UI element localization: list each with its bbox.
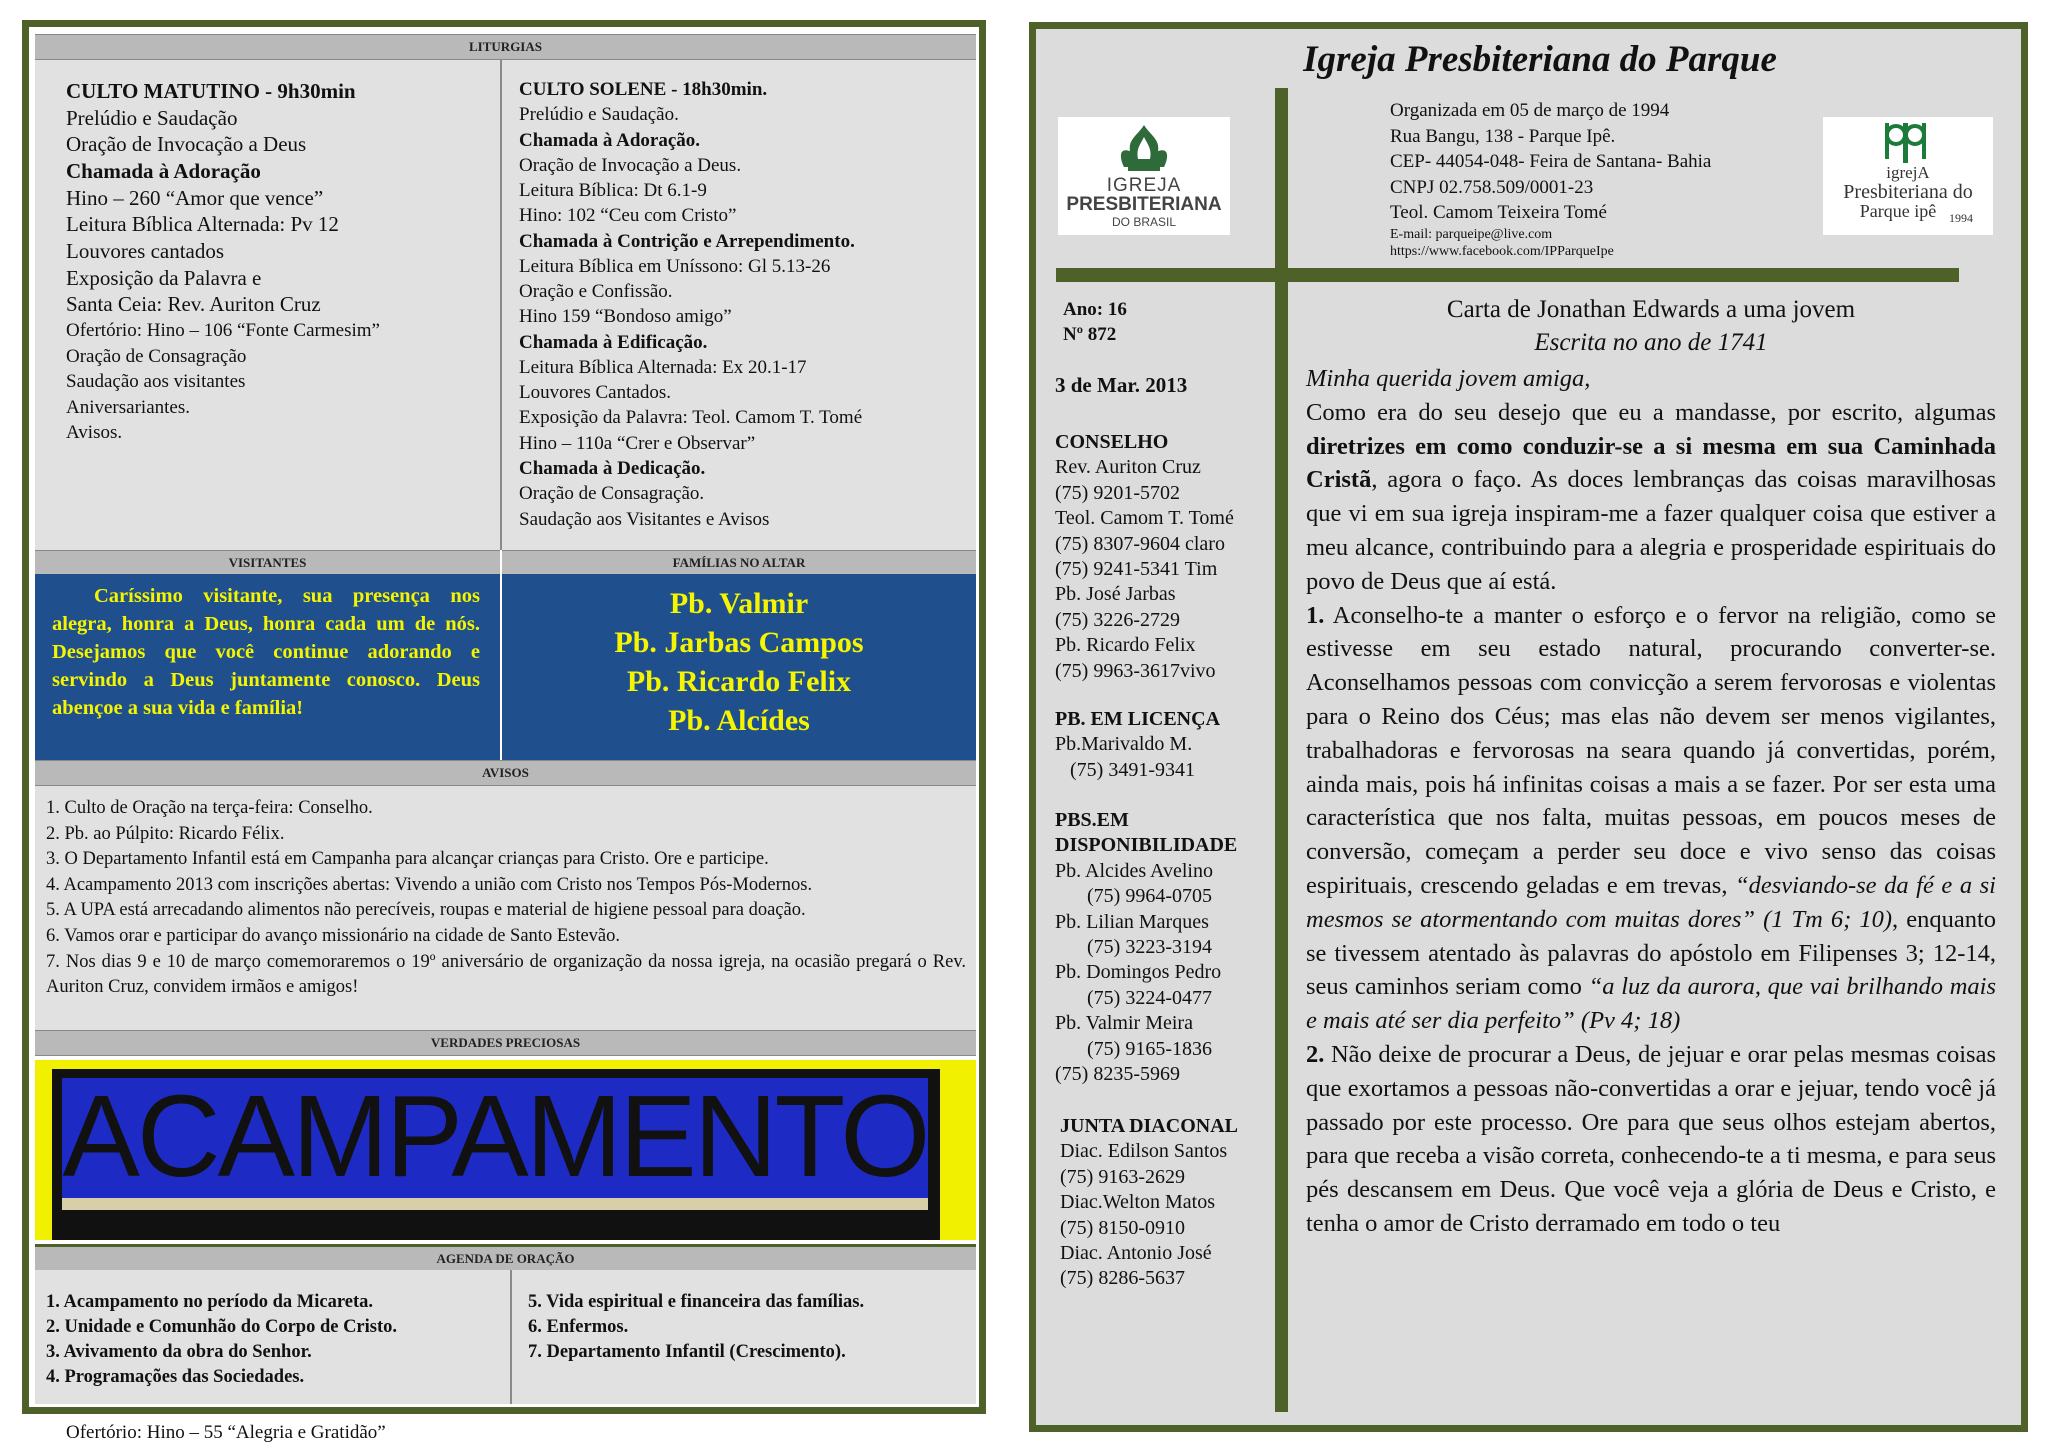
cross-horizontal [1056, 268, 1959, 282]
solene-line-17: Saudação aos Visitantes e Avisos [519, 508, 770, 530]
article-paragraph-2 [1306, 599, 1996, 1038]
junta-block [1060, 1114, 1238, 1292]
p2-quote-2: “a luz da aurora, que vai brilhando mais e mais até ser dia perfeito” (Pv 4; 18) [1306, 973, 1996, 1035]
agenda-item-right-1: 5. Vida espiritual e financeira das famílias. [528, 1292, 865, 1312]
conselho-line-1: Rev. Auriton Cruz [1055, 456, 1201, 479]
junta-lines [1060, 1139, 1238, 1291]
familia-item-2: Pb. Jarbas Campos [614, 626, 864, 659]
matutino-line-2: Oração de Invocação a Deus [66, 132, 307, 157]
aviso-item-4: 4. Acampamento 2013 com inscrições abertas: Vivendo a união com Cristo nos Tempos Pós-Modernos. [46, 874, 813, 895]
disponibilidade-block [1055, 808, 1237, 1087]
logo-parque [1823, 117, 1993, 235]
aviso-item-5: 5. A UPA está arrecadando alimentos não perecíveis, roupas e material de higiene pessoal para doação. [46, 900, 806, 921]
visitantes-header: VISITANTES [35, 550, 500, 576]
culto-matutino-title: CULTO MATUTINO - 9h30min [66, 79, 356, 103]
disponibilidade-title-2: DISPONIBILIDADE [1055, 834, 1238, 857]
agenda-left-list [46, 1290, 397, 1390]
p1-text-c: , agora o faço. As doces lembranças das coisas maravilhosas que vi em sua igreja inspiram-me a fazer qualquer coisa que estiver a meu alcance, contribuindo para a alegria e prosperidade espirituais do povo de Deus que aí está. [1306, 466, 1996, 595]
matutino-line-6: Louvores cantados [66, 238, 225, 263]
licenca-title: PB. EM LICENÇA [1055, 708, 1221, 730]
junta-line-2: (75) 9163-2629 [1060, 1165, 1185, 1188]
disponibilidade-line-8: (75) 9165-1836 [1087, 1037, 1212, 1060]
disponibilidade-line-1: Pb. Alcides Avelino [1055, 859, 1213, 882]
agenda-item-2: 2. Unidade e Comunhão do Corpo de Cristo. [46, 1317, 398, 1337]
junta-line-4: (75) 8150-0910 [1060, 1216, 1185, 1239]
solene-line-6: Chamada à Contrição e Arrependimento. [519, 230, 855, 252]
culto-solene-title: CULTO SOLENE - 18h30min. [519, 79, 768, 100]
logo-ipb-line2: PRESBITERIANA [1066, 194, 1222, 215]
solene-line-3: Oração de Invocação a Deus. [519, 154, 742, 176]
church-info [1390, 98, 1711, 226]
visitantes-text: Caríssimo visitante, sua presença nos alegra, honra a Deus, honra cada um de nós. Desejamos que você continue adorando e servindo a Deus juntamente conosco. Deus abençoe a sua vida e família! [52, 585, 480, 719]
info-line-4: CNPJ 02.758.509/0001-23 [1390, 176, 1594, 198]
solene-line-16: Oração de Consagração. [519, 483, 705, 505]
culto-matutino [66, 78, 380, 446]
disponibilidade-line-2: (75) 9964-0705 [1087, 885, 1212, 908]
aviso-item-3: 3. O Departamento Infantil está em Campanha para alcançar crianças para Cristo. Ore e participe. [46, 849, 769, 870]
matutino-line-1: Prelúdio e Saudação [66, 105, 238, 130]
solene-line-11: Leitura Bíblica Alternada: Ex 20.1-17 [519, 356, 807, 378]
disponibilidade-line-5: Pb. Domingos Pedro [1055, 961, 1222, 984]
licenca-block [1055, 707, 1220, 783]
avisos-list [46, 796, 966, 1001]
junta-line-3: Diac.Welton Matos [1060, 1191, 1216, 1214]
logo-ipb [1058, 117, 1230, 235]
avisos-header: AVISOS [35, 760, 976, 786]
date-label: 3 de Mar. 2013 [1055, 373, 1188, 397]
agenda-header: AGENDA DE ORAÇÃO [35, 1244, 976, 1272]
matutino-small-line-1: Ofertório: Hino – 106 “Fonte Carmesim” [66, 319, 380, 341]
conselho-lines [1055, 455, 1234, 684]
disponibilidade-line-6: (75) 3224-0477 [1087, 986, 1212, 1009]
agenda-item-right-3: 7. Departamento Infantil (Crescimento). [528, 1342, 846, 1362]
matutino-line-8: Santa Ceia: Rev. Auriton Cruz [66, 292, 321, 317]
logo-ipb-line1: IGREJA [1106, 175, 1182, 196]
solene-line-14: Hino – 110a “Crer e Observar” [519, 432, 756, 454]
conselho-line-8: Pb. Ricardo Felix [1055, 634, 1196, 657]
church-name: Igreja Presbiteriana do Parque [1303, 39, 1777, 80]
verdades-header: VERDADES PRECIOSAS [35, 1030, 976, 1056]
matutino-line-4: Hino – 260 “Amor que vence” [66, 185, 324, 210]
matutino-line-7: Exposição da Palavra e [66, 265, 262, 290]
aviso-item-2: 2. Pb. ao Púlpito: Ricardo Félix. [46, 823, 285, 844]
conselho-block [1055, 430, 1234, 684]
disponibilidade-line-7: Pb. Valmir Meira [1055, 1012, 1193, 1035]
solene-line-15: Chamada à Dedicação. [519, 457, 706, 479]
solene-line-2: Chamada à Adoração. [519, 129, 701, 151]
familia-item-3: Pb. Ricardo Felix [626, 665, 852, 698]
junta-line-1: Diac. Edilson Santos [1060, 1140, 1228, 1163]
junta-line-5: Diac. Antonio José [1060, 1242, 1212, 1265]
p2-text-a: Aconselho-te a manter o esforço e o fervor na religião, como se estivesse em seu estado natural, procurando converter-se. Aconselhamos pessoas com convicção a serem fervorosas e violentas para o Reino dos Céus; mas elas não devem ser menos vigilantes, trabalhadoras e fervorosas na seara quando já convertidas, porém, ainda mais, pois há infinitas coisas a mais a se fazer. Por ser esta uma característica que nos falta, muitas pessoas, em poucos meses de conversão, começam a perder seu doce e vivo senso das coisas espirituais, crescendo geladas e em trevas, [1306, 601, 1996, 899]
solene-line-13: Exposição da Palavra: Teol. Camom T. Tomé [519, 407, 863, 429]
article-paragraph-1 [1306, 396, 1996, 599]
disponibilidade-title-1: PBS.EM [1055, 809, 1129, 831]
disponibilidade-line-3: Pb. Lilian Marques [1055, 910, 1209, 933]
agenda-item-right-2: 6. Enfermos. [528, 1317, 629, 1337]
matutino-line-5: Leitura Bíblica Alternada: Pv 12 [66, 212, 339, 237]
licenca-line-2: (75) 3491-9341 [1070, 758, 1195, 781]
matutino-small-line-5: Avisos. [66, 422, 123, 444]
conselho-line-5: (75) 9241-5341 Tim [1055, 558, 1218, 581]
agenda-item-3: 3. Avivamento da obra do Senhor. [46, 1342, 312, 1362]
info-line-1: Organizada em 05 de março de 1994 [1390, 100, 1670, 121]
familia-item-4: Pb. Alcídes [668, 704, 810, 737]
logo-parque-year: 1994 [1949, 211, 1973, 225]
matutino-small-line-3: Saudação aos visitantes [66, 371, 246, 393]
logo-parque-line2: Presbiteriana do [1843, 181, 1973, 203]
junta-line-6: (75) 8286-5637 [1060, 1267, 1185, 1290]
p3-text-a: Não deixe de procurar a Deus, de jejuar e orar pelas mesmas coisas que exortamos a pessoas não-convertidas a orar e jejuar, tendo você já passado por este processo. Ore para que seus olhos estejam abertos, para que receba a visão correta, conhecendo-te a ti mesma, e para seus pés descansem em Deus. Que você veja a glória de Deus e Cristo, e tenha o amor de Cristo derramado em todo o teu [1306, 1040, 1996, 1237]
conselho-line-4: (75) 8307-9604 claro [1055, 532, 1225, 555]
info-line-2: Rua Bangu, 138 - Parque Ipê. [1390, 125, 1616, 147]
conselho-line-2: (75) 9201-5702 [1055, 481, 1180, 504]
burning-bush-icon [1058, 117, 1230, 177]
disponibilidade-line-9: (75) 8235-5969 [1055, 1063, 1180, 1086]
article-salutation: Minha querida jovem amiga, [1306, 365, 1591, 392]
agenda-item-4: 4. Programações das Sociedades. [46, 1367, 305, 1387]
culto-solene-lines [519, 102, 862, 532]
agenda-item-1: 1. Acampamento no período da Micareta. [46, 1292, 373, 1312]
logo-parque-line1: igrejA [1886, 163, 1930, 182]
solene-line-8: Oração e Confissão. [519, 281, 673, 303]
culto-matutino-small-lines [66, 318, 380, 446]
culto-solene [519, 77, 862, 532]
numero-label: Nº 872 [1063, 324, 1117, 345]
info-line-3: CEP- 44054-048- Feira de Santana- Bahia [1390, 151, 1712, 173]
familias-header: FAMÍLIAS NO ALTAR [502, 550, 976, 576]
familias-list [502, 584, 976, 740]
p3-number: 2. [1306, 1040, 1325, 1068]
church-website: https://www.facebook.com/IPParqueIpe [1390, 244, 1614, 259]
junta-title: JUNTA DIACONAL [1060, 1115, 1238, 1137]
church-email: E-mail: parqueipe@live.com [1390, 227, 1553, 242]
solene-line-12: Louvores Cantados. [519, 382, 671, 404]
article-paragraph-3 [1306, 1038, 1996, 1241]
logo-ipb-line3: DO BRASIL [1111, 215, 1177, 229]
solene-line-5: Hino: 102 “Ceu com Cristo” [519, 205, 737, 227]
conselho-line-3: Teol. Camom T. Tomé [1055, 507, 1234, 530]
familia-item-1: Pb. Valmir [669, 587, 809, 620]
liturgias-header: LITURGIAS [35, 34, 976, 60]
liturgias-divider [500, 60, 502, 550]
aviso-item-1: 1. Culto de Oração na terça-feira: Conselho. [46, 798, 373, 818]
conselho-line-7: (75) 3226-2729 [1055, 608, 1180, 631]
solene-line-9: Hino 159 “Bondoso amigo” [519, 306, 732, 328]
solene-line-1: Prelúdio e Saudação. [519, 104, 679, 126]
logo-parque-line3: Parque ipê [1859, 201, 1937, 221]
culto-matutino-lines [66, 105, 380, 318]
solene-line-10: Chamada à Edificação. [519, 331, 708, 353]
cross-vertical [1275, 88, 1288, 1412]
disponibilidade-lines [1055, 859, 1237, 1088]
agenda-right-list [528, 1290, 864, 1365]
p2-quote-1: “desviando-se da fé e a si mesmos se atormentando com muitas dores” (1 Tm 6; 10) [1306, 871, 1996, 933]
footer-ofertorio: Ofertório: Hino – 55 “Alegria e Gratidão” [66, 1422, 386, 1443]
p1-text-bold: diretrizes em como conduzir-se a si mesma em sua Caminhada Cristã [1306, 432, 1996, 494]
banner-text: ACAMPAMENTO [62, 1071, 928, 1201]
conselho-line-6: Pb. José Jarbas [1055, 583, 1176, 606]
agenda-divider [510, 1270, 512, 1404]
info-line-5: Teol. Camom Teixeira Tomé [1390, 202, 1607, 224]
article-title: Carta de Jonathan Edwards a uma jovem [1446, 296, 1856, 323]
matutino-small-line-2: Oração de Consagração [66, 345, 247, 367]
article-body [1306, 362, 1996, 1241]
article-subtitle: Escrita no ano de 1741 [1534, 329, 1768, 356]
church-monogram-icon [1823, 117, 1993, 165]
disponibilidade-line-4: (75) 3223-3194 [1087, 936, 1212, 959]
solene-line-4: Leitura Bíblica: Dt 6.1-9 [519, 180, 707, 202]
p2-number: 1. [1306, 601, 1325, 629]
matutino-line-3: Chamada à Adoração [66, 158, 261, 183]
conselho-line-9: (75) 9963-3617vivo [1055, 659, 1216, 682]
aviso-item-6: 6. Vamos orar e participar do avanço missionário na cidade de Santo Estevão. [46, 925, 621, 946]
licenca-line-1: Pb.Marivaldo M. [1055, 733, 1193, 756]
matutino-small-line-4: Aniversariantes. [66, 396, 190, 418]
aviso-item-7: 7. Nos dias 9 e 10 de março comemoraremos o 19º aniversário de organização da nossa igreja, na ocasião pregará o Rev. Auriton Cruz, convidem irmãos e amigos! [46, 951, 966, 998]
p2-text-b: , enquanto se tivessem atentado às palavras do apóstolo em Filipenses 3; 12-14, seus caminhos seriam como [1306, 905, 1996, 1001]
p1-text-a: Como era do seu desejo que eu a mandasse, por escrito, algumas [1306, 398, 1996, 426]
conselho-title: CONSELHO [1055, 431, 1169, 453]
solene-line-7: Leitura Bíblica em Uníssono: Gl 5.13-26 [519, 255, 831, 277]
ano-label: Ano: 16 [1063, 299, 1127, 320]
